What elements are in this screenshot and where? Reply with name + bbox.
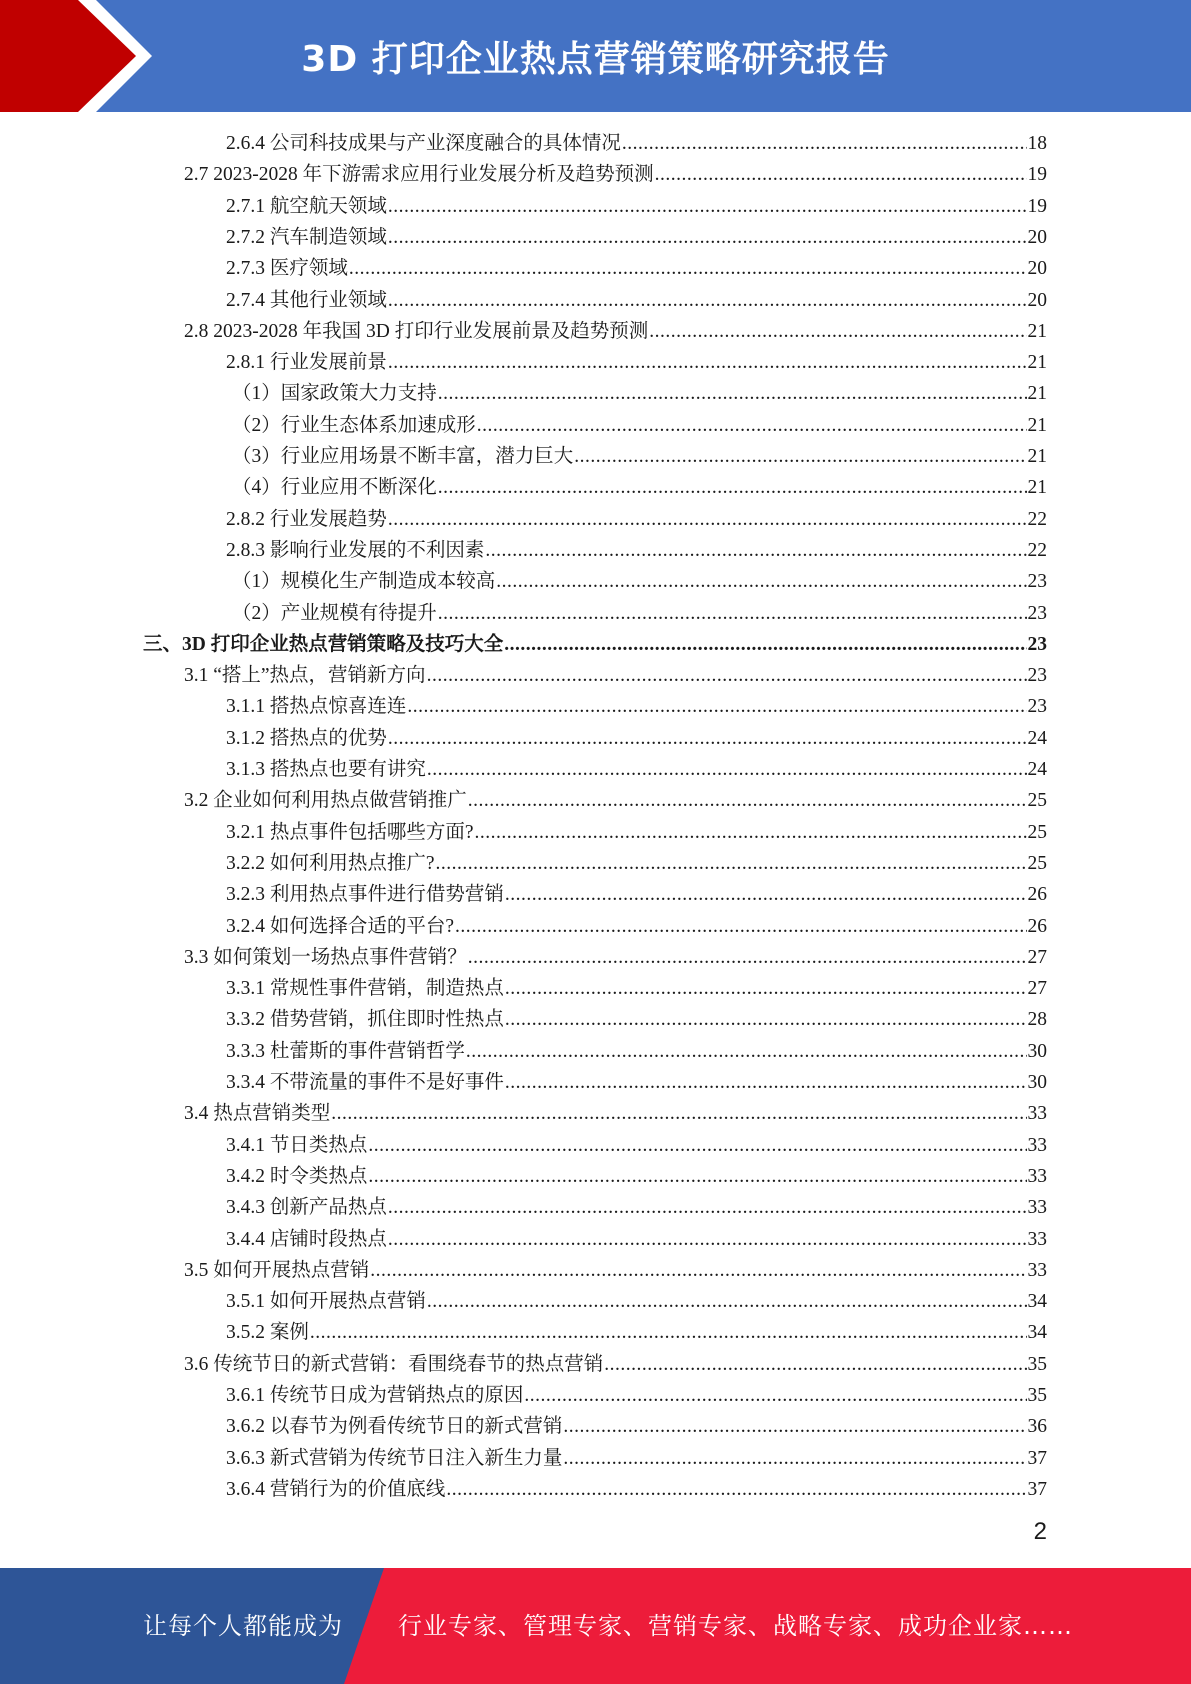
toc-dot-leader (504, 629, 1026, 660)
toc-entry-page: 36 (1027, 1416, 1047, 1438)
header-red-chevron-icon (0, 0, 136, 112)
toc-entry-title: 3.6.3 新式营销为传统节日注入新生力量 (226, 1447, 563, 1469)
toc-entry-page: 20 (1027, 258, 1047, 280)
toc-entry-title: 2.8.2 行业发展趋势 (226, 508, 387, 530)
toc-entry-title: （3）行业应用场景不断丰富，潜力巨大 (232, 446, 574, 467)
toc-entry[interactable] (226, 1474, 1047, 1505)
toc-entry-page: 33 (1027, 1197, 1047, 1219)
toc-entry-title: 3.5.2 案例 (226, 1322, 309, 1344)
toc-entry[interactable] (226, 1192, 1047, 1223)
toc-entry[interactable] (226, 1286, 1047, 1317)
toc-dot-leader (370, 1255, 1026, 1286)
toc-entry[interactable] (226, 817, 1047, 848)
toc-entry-title: 3.5 如何开展热点营销 (184, 1259, 370, 1281)
page-number: 2 (1033, 1518, 1047, 1545)
toc-dot-leader (496, 566, 1026, 597)
toc-dot-leader (388, 222, 1027, 253)
toc-dot-leader (505, 1067, 1027, 1098)
toc-entry-page: 24 (1027, 759, 1047, 780)
toc-entry[interactable] (184, 1349, 1047, 1380)
toc-dot-leader (468, 942, 1027, 973)
toc-entry-page: 25 (1027, 790, 1047, 812)
toc-entry-title: 2.7 2023-2028 年下游需求应用行业发展分析及趋势预测 (184, 164, 654, 186)
toc-entry-page: 21 (1027, 446, 1047, 467)
toc-entry-page: 37 (1027, 1447, 1047, 1469)
toc-dot-leader (524, 1380, 1026, 1411)
toc-entry-title: 3.3.1 常规性事件营销，制造热点 (226, 978, 504, 1000)
toc-entry-title: 3.3.4 不带流量的事件不是好事件 (226, 1072, 504, 1093)
toc-entry-page: 20 (1027, 289, 1047, 311)
toc-dot-leader (468, 785, 1027, 816)
toc-entry-page: 23 (1027, 602, 1047, 624)
toc-entry-title: 3.4 热点营销类型 (184, 1103, 331, 1125)
toc-dot-leader (388, 1224, 1027, 1255)
toc-dot-leader (388, 191, 1027, 222)
toc-dot-leader (505, 1004, 1027, 1035)
toc-entry[interactable] (232, 566, 1047, 597)
toc-entry-title: 三、3D 打印企业热点营销策略及技巧大全 (143, 633, 504, 655)
toc-entry-title: 3.4.2 时令类热点 (226, 1165, 368, 1187)
toc-dot-leader (438, 598, 1027, 629)
toc-dot-leader (368, 1161, 1026, 1192)
toc-dot-leader (331, 1098, 1026, 1129)
toc-entry[interactable] (226, 848, 1047, 879)
toc-dot-leader (407, 691, 1026, 722)
toc-entry-title: 2.7.1 航空航天领域 (226, 195, 387, 217)
toc-entry[interactable] (184, 1255, 1047, 1286)
toc-dot-leader (438, 378, 1027, 409)
toc-entry-page: 23 (1027, 571, 1047, 593)
toc-dot-leader (427, 754, 1027, 785)
toc-entry-title: （2）行业生态体系加速成形 (232, 414, 476, 436)
toc-entry[interactable] (226, 253, 1047, 284)
toc-dot-leader (368, 1130, 1026, 1161)
toc-dot-leader (446, 1474, 1026, 1505)
toc-entry-title: 3.3 如何策划一场热点事件营销？ (184, 946, 467, 968)
toc-entry-page: 23 (1027, 633, 1047, 655)
toc-entry[interactable] (226, 754, 1047, 785)
toc-entry[interactable] (226, 1004, 1047, 1035)
toc-entry[interactable] (226, 1067, 1047, 1098)
toc-entry-page: 24 (1027, 727, 1047, 749)
toc-entry-page: 27 (1027, 978, 1047, 1000)
toc-entry[interactable] (226, 1036, 1047, 1067)
toc-entry-title: 3.6 传统节日的新式营销：看围绕春节的热点营销 (184, 1353, 604, 1375)
toc-entry-title: 3.1.1 搭热点惊喜连连 (226, 696, 407, 718)
toc-entry-page: 33 (1027, 1103, 1047, 1125)
toc-entry-title: 3.6.1 传统节日成为营销热点的原因 (226, 1385, 524, 1406)
toc-entry-page: 26 (1027, 884, 1047, 906)
toc-dot-leader (649, 316, 1026, 347)
toc-entry[interactable] (232, 472, 1047, 503)
toc-entry-page: 28 (1027, 1009, 1047, 1031)
toc-entry-page: 21 (1027, 477, 1047, 499)
toc-entry-page: 23 (1027, 665, 1047, 687)
toc-dot-leader (563, 1443, 1026, 1474)
toc-entry-page: 21 (1027, 414, 1047, 436)
toc-dot-leader (388, 285, 1027, 316)
toc-dot-leader (427, 1286, 1027, 1317)
toc-dot-leader (505, 973, 1027, 1004)
toc-entry[interactable] (232, 598, 1047, 629)
toc-entry-title: 3.3.2 借势营销，抓住即时性热点 (226, 1009, 504, 1031)
toc-entry-page: 21 (1027, 383, 1047, 405)
toc-entry-page: 33 (1027, 1165, 1047, 1187)
toc-entry[interactable] (226, 535, 1047, 566)
toc-entry-page: 18 (1027, 133, 1047, 154)
toc-dot-leader (466, 1036, 1027, 1067)
toc-dot-leader (388, 347, 1027, 378)
toc-entry[interactable] (226, 1130, 1047, 1161)
toc-entry[interactable] (226, 1380, 1047, 1411)
toc-entry-title: 3.3.3 杜蕾斯的事件营销哲学 (226, 1040, 465, 1062)
toc-entry-page: 27 (1027, 946, 1047, 968)
toc-entry-title: 2.7.3 医疗领域 (226, 258, 348, 280)
toc-entry[interactable] (226, 504, 1047, 535)
toc-entry-page: 19 (1027, 164, 1047, 186)
toc-entry-title: 2.8.3 影响行业发展的不利因素 (226, 539, 485, 561)
toc-entry[interactable] (226, 723, 1047, 754)
toc-entry-page: 30 (1027, 1040, 1047, 1062)
toc-entry-title: 3.2.2 如何利用热点推广? (226, 852, 435, 874)
toc-entry[interactable] (184, 1098, 1047, 1129)
toc-entry-page: 30 (1027, 1072, 1047, 1093)
toc-entry-title: 3.2 企业如何利用热点做营销推广 (184, 790, 467, 812)
toc-entry-title: 3.1 “搭上”热点，营销新方向 (184, 665, 426, 687)
toc-entry[interactable] (184, 159, 1047, 190)
toc-entry[interactable] (226, 1317, 1047, 1348)
footer-slogan-left: 让每个人都能成为 (143, 1612, 343, 1640)
toc-entry[interactable] (226, 128, 1047, 159)
toc-entry-title: 3.5.1 如何开展热点营销 (226, 1291, 426, 1313)
footer-slogan-right: 行业专家、管理专家、营销专家、战略专家、成功企业家…… (398, 1612, 1073, 1640)
toc-dot-leader (485, 535, 1026, 566)
toc-dot-leader (477, 410, 1027, 441)
toc-entry-title: 3.4.4 店铺时段热点 (226, 1228, 387, 1250)
page-header (0, 0, 1191, 112)
toc-entry-title: 3.4.1 节日类热点 (226, 1134, 368, 1156)
toc-entry[interactable] (226, 285, 1047, 316)
toc-entry-page: 33 (1027, 1228, 1047, 1250)
toc-entry[interactable] (226, 347, 1047, 378)
toc-entry-page: 37 (1027, 1478, 1047, 1500)
toc-entry-page: 35 (1027, 1385, 1047, 1406)
toc-entry-page: 35 (1027, 1353, 1047, 1375)
toc-entry-page: 33 (1027, 1134, 1047, 1156)
toc-entry-title: 2.6.4 公司科技成果与产业深度融合的具体情况 (226, 133, 621, 154)
toc-dot-leader (622, 128, 1027, 159)
toc-entry-page: 19 (1027, 195, 1047, 217)
report-title: 3D 打印企业热点营销策略研究报告 (301, 38, 890, 80)
toc-dot-leader (436, 848, 1027, 879)
toc-entry[interactable] (226, 691, 1047, 722)
toc-entry[interactable] (184, 660, 1047, 691)
toc-dot-leader (388, 1192, 1027, 1223)
toc-entry[interactable] (226, 911, 1047, 942)
toc-dot-leader (438, 472, 1027, 503)
toc-dot-leader (388, 504, 1027, 535)
toc-entry[interactable] (226, 879, 1047, 910)
toc-entry-title: 3.1.2 搭热点的优势 (226, 727, 387, 749)
toc-dot-leader (349, 253, 1027, 284)
toc-entry-page: 25 (1027, 852, 1047, 874)
toc-entry-page: 20 (1027, 226, 1047, 248)
toc-entry[interactable] (226, 222, 1047, 253)
toc-dot-leader (475, 817, 1027, 848)
toc-entry-title: 3.6.4 营销行为的价值底线 (226, 1478, 446, 1500)
toc-entry-page: 23 (1027, 696, 1047, 718)
toc-entry-title: 3.2.3 利用热点事件进行借势营销 (226, 884, 504, 906)
page-footer (0, 1568, 1191, 1684)
toc-entry-page: 21 (1027, 352, 1047, 374)
toc-dot-leader (455, 911, 1026, 942)
toc-entry-title: （1）国家政策大力支持 (232, 383, 437, 405)
toc-entry-page: 34 (1027, 1291, 1047, 1313)
toc-entry-title: （1）规模化生产制造成本较高 (232, 571, 496, 593)
toc-entry[interactable] (226, 1161, 1047, 1192)
toc-entry[interactable] (184, 785, 1047, 816)
toc-entry-title: 2.8 2023-2028 年我国 3D 打印行业发展前景及趋势预测 (184, 320, 649, 342)
toc-entry[interactable] (226, 1443, 1047, 1474)
toc-entry[interactable] (143, 629, 1047, 660)
toc-entry-title: 2.7.2 汽车制造领域 (226, 226, 387, 248)
toc-entry-title: 3.6.2 以春节为例看传统节日的新式营销 (226, 1416, 563, 1438)
toc-entry[interactable] (226, 1224, 1047, 1255)
toc-entry[interactable] (226, 191, 1047, 222)
toc-entry-page: 34 (1027, 1322, 1047, 1344)
toc-entry-title: 3.4.3 创新产品热点 (226, 1197, 387, 1219)
toc-entry-page: 33 (1027, 1259, 1047, 1281)
toc-entry-title: （2）产业规模有待提升 (232, 602, 437, 624)
toc-dot-leader (388, 723, 1027, 754)
toc-entry[interactable] (226, 973, 1047, 1004)
toc-dot-leader (655, 159, 1027, 190)
toc-dot-leader (604, 1349, 1026, 1380)
toc-entry[interactable] (232, 410, 1047, 441)
toc-entry-title: 3.2.1 热点事件包括哪些方面? (226, 821, 474, 843)
toc-dot-leader (563, 1411, 1026, 1442)
toc-dot-leader (427, 660, 1027, 691)
toc-dot-leader (505, 879, 1027, 910)
toc-entry[interactable] (184, 942, 1047, 973)
toc-entry-title: 2.8.1 行业发展前景 (226, 352, 387, 374)
toc-entry-title: （4）行业应用不断深化 (232, 477, 437, 499)
toc-entry[interactable] (232, 441, 1047, 472)
toc-entry-page: 26 (1027, 915, 1047, 937)
toc-entry-page: 21 (1027, 320, 1047, 342)
toc-entry-title: 3.2.4 如何选择合适的平台? (226, 915, 455, 937)
toc-dot-leader (574, 441, 1026, 472)
toc-dot-leader (310, 1317, 1027, 1348)
toc-entry[interactable] (226, 1411, 1047, 1442)
toc-entry[interactable] (184, 316, 1047, 347)
toc-entry-title: 3.1.3 搭热点也要有讲究 (226, 759, 426, 780)
toc-entry-title: 2.7.4 其他行业领域 (226, 289, 387, 311)
toc-entry-page: 22 (1027, 508, 1047, 530)
toc-entry[interactable] (232, 378, 1047, 409)
toc-entry-page: 25 (1027, 821, 1047, 843)
toc-entry-page: 22 (1027, 539, 1047, 561)
